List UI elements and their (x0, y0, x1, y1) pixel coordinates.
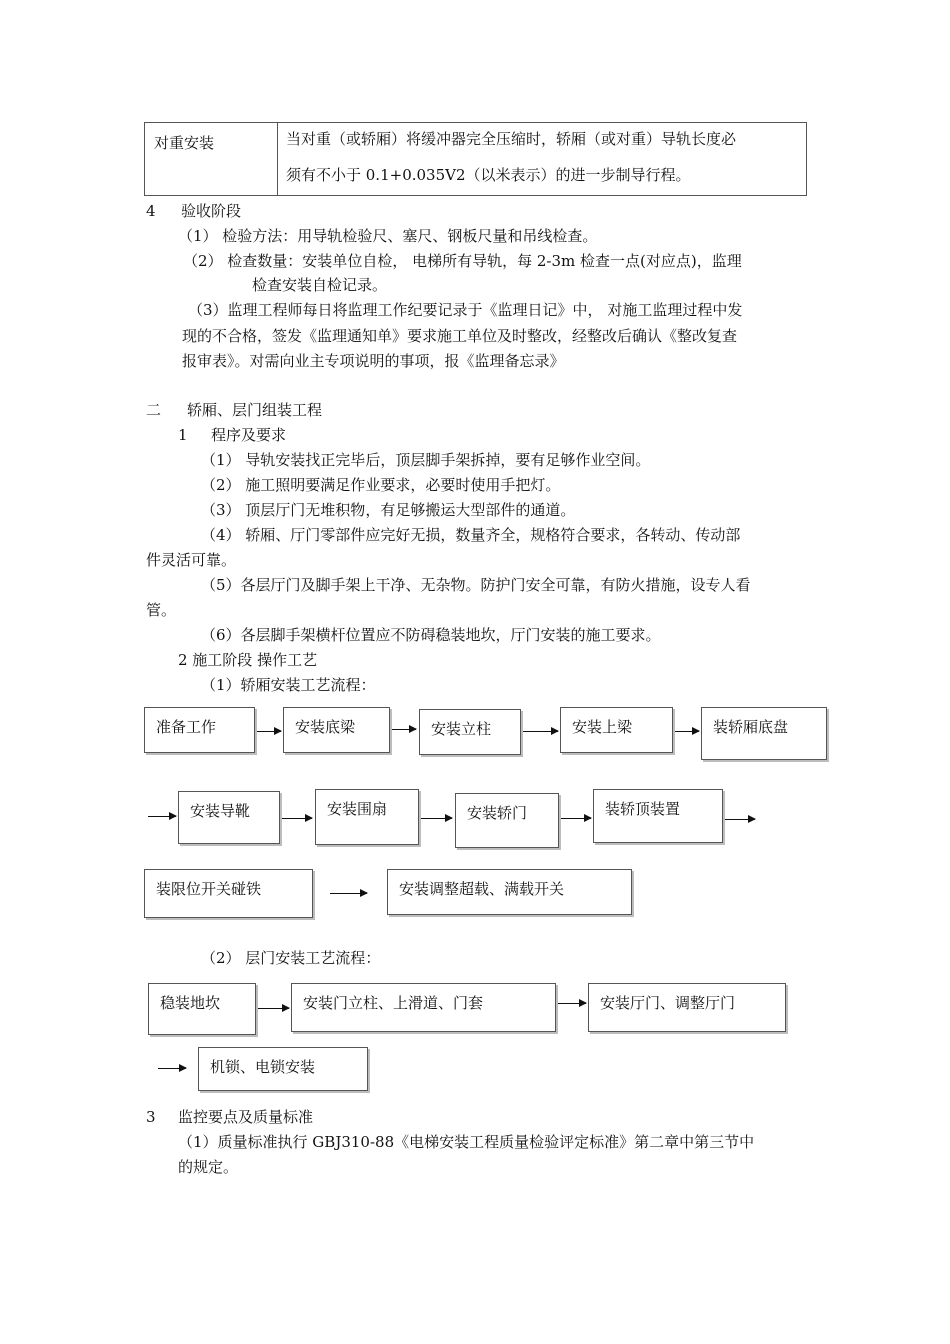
flow1-step-11-label: 安装调整超载、满载开关 (399, 880, 565, 898)
flow1-step-4-label: 安装上梁 (572, 718, 633, 736)
section4-num: 4 (146, 202, 156, 220)
part2-num: 二 (146, 401, 162, 419)
flow2-title: （2） 层门安装工艺流程： (201, 949, 381, 967)
flow2-step-4 (198, 1047, 368, 1091)
flow1-step-2-label: 安装底梁 (295, 718, 356, 736)
flow2-step-1 (148, 983, 256, 1035)
part2-req4a: （4） 轿厢、厅门零部件应完好无损，数量齐全，规格符合要求，各转动、传动部 (201, 526, 741, 544)
part2-sub3-title: 监控要点及质量标准 (178, 1108, 314, 1126)
table-content-cell (278, 123, 807, 196)
flow1-title: （1）轿厢安装工艺流程： (201, 676, 376, 694)
flow1-step-4 (560, 707, 673, 753)
quality-line-b: 的规定。 (178, 1158, 239, 1176)
flow1-step-6 (178, 791, 280, 844)
flow1-step-1-label: 准备工作 (156, 718, 217, 736)
section4-item2b: 检查安装自检记录。 (252, 276, 388, 294)
flow1-step-5-label: 装轿厢底盘 (713, 718, 789, 736)
table-label-cell (145, 123, 278, 196)
flow2-step-2 (291, 983, 556, 1032)
section4-item2a: （2） 检查数量：安装单位自检， 电梯所有导轨，每 2-3m 检查一点(对应点)，监理 (183, 252, 742, 270)
flow1-step-9-label: 装轿顶装置 (605, 800, 681, 818)
section4-item1: （1） 检验方法：用导轨检验尺、塞尺、钢板尺量和吊线检查。 (178, 227, 598, 245)
part2-req4b: 件灵活可靠。 (146, 551, 237, 569)
flow1-step-10 (144, 869, 313, 918)
part2-req6: （6）各层脚手架横杆位置应不防碍稳装地坎，厅门安装的施工要求。 (201, 626, 661, 644)
section4-item3a: （3）监理工程师每日将监理工作纪要记录于《监理日记》中， 对施工监理过程中发 (188, 301, 743, 319)
table-label: 对重安装 (154, 134, 215, 152)
spec-table (144, 122, 807, 196)
flow1-arrow-2 (392, 729, 416, 730)
part2-sub3-num: 3 (146, 1108, 156, 1126)
flow1-step-6-label: 安装导靴 (190, 802, 251, 820)
flow1-step-9 (593, 789, 723, 843)
flow1-step-11 (387, 869, 632, 915)
section4-item3b: 现的不合格，签发《监理通知单》要求施工单位及时整改，经整改后确认《整改复查 (182, 327, 738, 345)
flow1-arrow-8 (561, 818, 591, 819)
flow1-step-7-label: 安装围扇 (327, 800, 388, 818)
part2-sub2: 2 施工阶段 操作工艺 (178, 651, 318, 669)
section4-title: 验收阶段 (181, 202, 242, 220)
section4-item3c: 报审表》。对需向业主专项说明的事项，报《监理备忘录》 (182, 352, 565, 370)
flow2-step-2-label: 安装门立柱、上滑道、门套 (303, 994, 484, 1012)
flow1-arrow-10 (330, 893, 367, 894)
part2-req1: （1） 导轨安装找正完毕后，顶层脚手架拆掉，要有足够作业空间。 (201, 451, 651, 469)
flow1-arrow-1 (257, 731, 281, 732)
flow2-step-3 (588, 983, 786, 1032)
flow1-step-2 (283, 707, 390, 753)
flow1-arrow-6 (282, 818, 312, 819)
flow1-step-7 (315, 789, 419, 845)
flow2-step-1-label: 稳装地坎 (160, 994, 221, 1012)
part2-sub1-num: 1 (178, 426, 188, 444)
flow1-step-10-label: 装限位开关碰铁 (156, 880, 262, 898)
flow1-step-1 (144, 707, 255, 753)
part2-title: 轿厢、层门组装工程 (187, 401, 323, 419)
flow1-arrow-3 (523, 731, 558, 732)
flow1-step-3-label: 安装立柱 (431, 720, 492, 738)
flow2-arrow-1 (258, 1008, 289, 1009)
flow1-arrow-5 (148, 816, 176, 817)
part2-req5b: 管。 (146, 601, 177, 619)
quality-line-a: （1）质量标准执行 GBJ310-88《电梯安装工程质量检验评定标准》第二章中第三节中 (178, 1133, 755, 1151)
flow1-step-3 (419, 709, 521, 755)
flow1-arrow-9 (725, 819, 755, 820)
flow2-arrow-2 (558, 1003, 586, 1004)
flow1-step-5 (701, 707, 827, 760)
table-line-2: 须有不小于 0.1+0.035V2（以米表示）的进一步制导行程。 (286, 166, 691, 184)
flow2-step-4-label: 机锁、电锁安装 (210, 1058, 316, 1076)
flow1-step-8 (455, 793, 559, 848)
flow1-arrow-4 (675, 731, 699, 732)
part2-req3: （3） 顶层厅门无堆积物，有足够搬运大型部件的通道。 (201, 501, 576, 519)
table-line-1: 当对重（或轿厢）将缓冲器完全压缩时，轿厢（或对重）导轨长度必 (286, 130, 737, 148)
part2-req2: （2） 施工照明要满足作业要求，必要时使用手把灯。 (201, 476, 561, 494)
part2-sub1-title: 程序及要求 (211, 426, 287, 444)
part2-req5a: （5）各层厅门及脚手架上干净、无杂物。防护门安全可靠，有防火措施，设专人看 (201, 576, 751, 594)
flow2-arrow-3 (158, 1068, 186, 1069)
flow1-arrow-7 (421, 818, 452, 819)
flow1-step-8-label: 安装轿门 (467, 804, 528, 822)
flow2-step-3-label: 安装厅门、调整厅门 (600, 994, 736, 1012)
